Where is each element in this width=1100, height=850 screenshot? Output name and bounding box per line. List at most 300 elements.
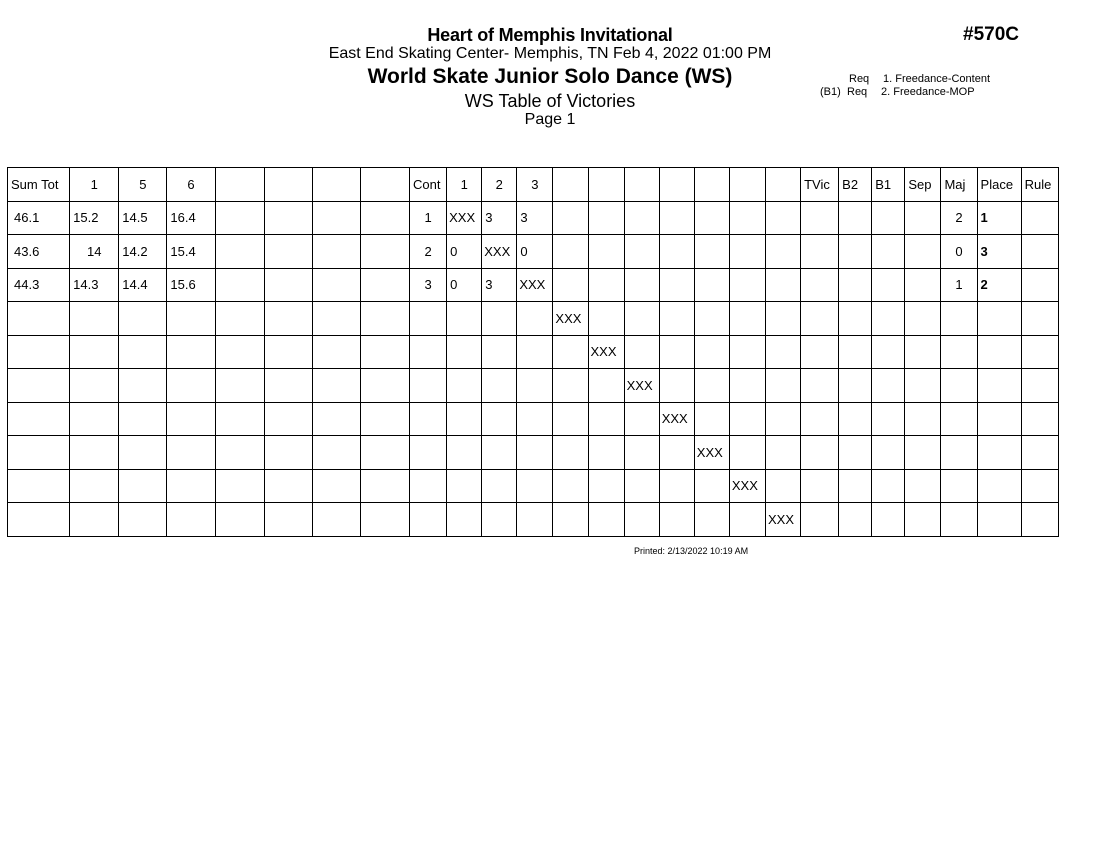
table-cell — [729, 402, 765, 436]
table-cell — [1021, 235, 1058, 269]
table-cell — [517, 503, 553, 537]
table-cell — [447, 503, 482, 537]
table-cell — [659, 436, 694, 470]
column-header: 6 — [167, 168, 215, 202]
column-header: Rule — [1021, 168, 1058, 202]
table-cell — [694, 268, 729, 302]
table-cell: 3 — [977, 235, 1021, 269]
table-cell — [215, 369, 264, 403]
table-cell: 0 — [941, 235, 977, 269]
table-cell — [8, 503, 70, 537]
table-cell — [517, 302, 553, 336]
table-cell — [8, 302, 70, 336]
table-cell — [977, 469, 1021, 503]
table-cell — [588, 201, 624, 235]
table-cell — [482, 369, 517, 403]
table-cell — [215, 268, 264, 302]
table-cell — [941, 436, 977, 470]
table-row — [8, 335, 1059, 369]
table-cell — [588, 402, 624, 436]
table-cell: 44.3 — [8, 268, 70, 302]
table-cell — [694, 302, 729, 336]
table-cell: XXX — [482, 235, 517, 269]
table-row — [8, 503, 1059, 537]
column-header: 2 — [482, 168, 517, 202]
table-cell — [872, 402, 905, 436]
table-cell — [517, 335, 553, 369]
table-cell: 2 — [977, 268, 1021, 302]
table-cell — [447, 469, 482, 503]
requirement-label: Req — [849, 73, 870, 85]
table-cell: 3 — [482, 201, 517, 235]
requirement-bracket: (B1) — [820, 86, 841, 98]
table-cell — [839, 302, 872, 336]
table-cell — [872, 436, 905, 470]
table-row — [8, 201, 1059, 235]
table-cell — [70, 302, 119, 336]
column-header: 5 — [119, 168, 167, 202]
table-row — [8, 268, 1059, 302]
table-cell — [801, 436, 839, 470]
table-cell — [905, 469, 941, 503]
table-cell — [1021, 469, 1058, 503]
table-cell — [312, 436, 360, 470]
table-cell — [905, 201, 941, 235]
table-cell — [977, 436, 1021, 470]
column-header — [694, 168, 729, 202]
column-header — [765, 168, 800, 202]
table-cell — [410, 469, 447, 503]
table-cell — [729, 436, 765, 470]
table-cell — [167, 369, 215, 403]
table-cell — [264, 268, 312, 302]
table-cell — [360, 503, 409, 537]
column-header — [624, 168, 659, 202]
table-cell — [70, 369, 119, 403]
table-cell — [765, 335, 800, 369]
table-cell — [694, 369, 729, 403]
table-cell: XXX — [517, 268, 553, 302]
table-cell — [977, 369, 1021, 403]
table-cell — [167, 402, 215, 436]
table-cell — [588, 268, 624, 302]
table-cell — [119, 503, 167, 537]
table-cell — [977, 402, 1021, 436]
table-cell — [905, 402, 941, 436]
table-cell: 16.4 — [167, 201, 215, 235]
table-cell — [624, 402, 659, 436]
table-cell: XXX — [659, 402, 694, 436]
table-cell: 2 — [410, 235, 447, 269]
table-cell — [659, 268, 694, 302]
table-cell — [624, 302, 659, 336]
column-header — [264, 168, 312, 202]
table-cell — [729, 268, 765, 302]
table-cell — [729, 235, 765, 269]
page-number: Page 1 — [524, 111, 576, 128]
table-cell — [360, 436, 409, 470]
table-cell — [553, 268, 588, 302]
table-cell — [872, 235, 905, 269]
column-header — [215, 168, 264, 202]
table-cell — [517, 469, 553, 503]
table-cell — [905, 503, 941, 537]
table-cell — [729, 335, 765, 369]
table-cell — [8, 436, 70, 470]
table-cell — [215, 402, 264, 436]
table-cell — [694, 235, 729, 269]
column-header — [553, 168, 588, 202]
event-name: World Skate Junior Solo Dance (WS) — [367, 65, 733, 88]
table-cell — [801, 469, 839, 503]
table-cell — [312, 335, 360, 369]
table-cell — [215, 235, 264, 269]
table-row — [8, 469, 1059, 503]
table-cell — [872, 369, 905, 403]
table-cell — [839, 335, 872, 369]
table-cell — [839, 402, 872, 436]
table-header-row — [8, 168, 1059, 202]
table-cell — [659, 469, 694, 503]
table-cell — [1021, 402, 1058, 436]
table-cell — [624, 235, 659, 269]
table-cell — [694, 201, 729, 235]
table-cell — [624, 335, 659, 369]
table-cell — [119, 335, 167, 369]
table-cell — [941, 302, 977, 336]
table-cell — [517, 369, 553, 403]
table-cell — [264, 402, 312, 436]
printed-timestamp: Printed: 2/13/2022 10:19 AM — [634, 546, 749, 556]
requirement-label: Req — [847, 86, 868, 98]
table-cell: XXX — [694, 436, 729, 470]
table-cell — [167, 436, 215, 470]
table-cell — [872, 335, 905, 369]
table-cell — [694, 503, 729, 537]
table-cell — [765, 201, 800, 235]
table-cell — [905, 302, 941, 336]
table-cell — [765, 402, 800, 436]
table-cell — [215, 201, 264, 235]
table-cell — [1021, 268, 1058, 302]
table-cell — [977, 335, 1021, 369]
requirement-text: 1. Freedance-Content — [883, 73, 991, 85]
table-cell — [765, 436, 800, 470]
table-cell — [801, 302, 839, 336]
table-cell — [312, 268, 360, 302]
table-cell — [941, 402, 977, 436]
table-cell — [801, 503, 839, 537]
table-cell — [312, 503, 360, 537]
table-cell — [839, 503, 872, 537]
table-cell — [167, 469, 215, 503]
table-cell — [482, 402, 517, 436]
table-cell — [553, 469, 588, 503]
table-cell — [215, 503, 264, 537]
column-header: TVic — [801, 168, 839, 202]
table-cell — [264, 201, 312, 235]
table-cell: 3 — [482, 268, 517, 302]
table-cell — [659, 335, 694, 369]
table-cell — [360, 268, 409, 302]
table-cell — [588, 436, 624, 470]
table-cell — [410, 436, 447, 470]
column-header: 3 — [517, 168, 553, 202]
table-cell — [659, 503, 694, 537]
table-cell — [482, 335, 517, 369]
table-cell: 15.2 — [70, 201, 119, 235]
table-cell: 14.2 — [119, 235, 167, 269]
table-cell — [801, 369, 839, 403]
table-cell — [264, 436, 312, 470]
table-cell — [264, 369, 312, 403]
table-cell: 2 — [941, 201, 977, 235]
table-cell — [801, 335, 839, 369]
table-cell — [553, 402, 588, 436]
table-cell — [410, 402, 447, 436]
table-cell — [659, 369, 694, 403]
table-cell — [312, 402, 360, 436]
column-header — [588, 168, 624, 202]
table-cell — [977, 302, 1021, 336]
table-cell — [624, 503, 659, 537]
table-cell — [553, 369, 588, 403]
table-cell: 1 — [941, 268, 977, 302]
table-cell — [872, 302, 905, 336]
column-header: Place — [977, 168, 1021, 202]
table-cell — [941, 469, 977, 503]
table-cell: XXX — [729, 469, 765, 503]
column-header: B2 — [839, 168, 872, 202]
table-cell: 1 — [410, 201, 447, 235]
table-cell — [70, 402, 119, 436]
table-cell: XXX — [624, 369, 659, 403]
table-cell — [8, 469, 70, 503]
table-cell: 14 — [70, 235, 119, 269]
table-cell: XXX — [553, 302, 588, 336]
table-row — [8, 235, 1059, 269]
table-cell — [1021, 201, 1058, 235]
table-cell: XXX — [765, 503, 800, 537]
table-row — [8, 369, 1059, 403]
table-cell — [694, 402, 729, 436]
table-cell — [624, 268, 659, 302]
table-cell — [360, 235, 409, 269]
table-cell: 43.6 — [8, 235, 70, 269]
column-header: B1 — [872, 168, 905, 202]
table-cell — [801, 235, 839, 269]
table-cell — [624, 469, 659, 503]
table-cell — [360, 335, 409, 369]
table-cell: 0 — [517, 235, 553, 269]
table-cell — [872, 503, 905, 537]
table-cell — [215, 469, 264, 503]
table-cell — [360, 402, 409, 436]
table-cell — [70, 503, 119, 537]
table-cell — [1021, 436, 1058, 470]
table-cell — [312, 201, 360, 235]
table-cell — [482, 503, 517, 537]
table-cell — [553, 503, 588, 537]
table-cell — [839, 469, 872, 503]
table-cell: 14.5 — [119, 201, 167, 235]
table-cell — [872, 201, 905, 235]
table-cell — [70, 335, 119, 369]
table-cell — [839, 268, 872, 302]
table-cell — [839, 235, 872, 269]
table-cell — [119, 469, 167, 503]
table-cell — [119, 436, 167, 470]
table-cell — [264, 235, 312, 269]
table-cell — [659, 302, 694, 336]
table-cell — [905, 235, 941, 269]
table-cell — [312, 369, 360, 403]
table-cell — [482, 436, 517, 470]
table-cell: XXX — [588, 335, 624, 369]
column-header — [729, 168, 765, 202]
table-cell — [941, 369, 977, 403]
table-cell — [839, 201, 872, 235]
column-header — [659, 168, 694, 202]
table-cell — [215, 335, 264, 369]
table-cell — [694, 335, 729, 369]
table-cell: 0 — [447, 268, 482, 302]
table-row — [8, 436, 1059, 470]
table-cell — [872, 268, 905, 302]
table-cell — [8, 402, 70, 436]
table-cell — [447, 335, 482, 369]
table-cell — [659, 235, 694, 269]
table-cell — [729, 302, 765, 336]
table-cell — [905, 268, 941, 302]
table-cell — [517, 436, 553, 470]
table-cell — [312, 302, 360, 336]
table-cell — [1021, 369, 1058, 403]
table-cell — [410, 503, 447, 537]
table-cell — [765, 302, 800, 336]
table-cell — [264, 469, 312, 503]
table-cell — [360, 201, 409, 235]
table-cell — [447, 369, 482, 403]
column-header: 1 — [70, 168, 119, 202]
requirement-text: 2. Freedance-MOP — [881, 86, 975, 98]
table-row — [8, 302, 1059, 336]
table-cell — [8, 335, 70, 369]
table-cell — [977, 503, 1021, 537]
table-cell — [447, 302, 482, 336]
table-cell — [264, 335, 312, 369]
table-cell — [553, 201, 588, 235]
table-cell — [167, 302, 215, 336]
table-cell — [588, 302, 624, 336]
report-subtitle: WS Table of Victories — [464, 91, 636, 111]
table-cell — [264, 302, 312, 336]
column-header: Sep — [905, 168, 941, 202]
table-cell — [765, 235, 800, 269]
table-cell — [360, 302, 409, 336]
table-cell: 14.3 — [70, 268, 119, 302]
table-cell — [765, 469, 800, 503]
table-cell — [553, 436, 588, 470]
table-cell — [839, 369, 872, 403]
table-cell — [215, 302, 264, 336]
table-cell — [941, 335, 977, 369]
table-row — [8, 402, 1059, 436]
table-cell — [1021, 302, 1058, 336]
requirement-line — [849, 74, 990, 85]
table-cell — [167, 335, 215, 369]
table-cell — [410, 302, 447, 336]
table-cell — [694, 469, 729, 503]
table-cell — [905, 335, 941, 369]
table-cell: 14.4 — [119, 268, 167, 302]
table-cell — [312, 235, 360, 269]
column-header: 1 — [447, 168, 482, 202]
table-cell — [553, 235, 588, 269]
table-cell — [905, 436, 941, 470]
table-cell: XXX — [447, 201, 482, 235]
table-cell — [360, 469, 409, 503]
table-cell — [1021, 335, 1058, 369]
table-cell — [410, 369, 447, 403]
table-cell — [801, 402, 839, 436]
table-cell — [1021, 503, 1058, 537]
column-header — [312, 168, 360, 202]
table-cell — [482, 302, 517, 336]
victories-table — [7, 167, 1059, 537]
table-cell — [517, 402, 553, 436]
table-cell — [215, 436, 264, 470]
table-cell — [765, 268, 800, 302]
table-cell — [447, 402, 482, 436]
table-cell — [801, 268, 839, 302]
table-cell — [659, 201, 694, 235]
table-cell — [482, 469, 517, 503]
table-cell — [119, 302, 167, 336]
table-cell — [588, 469, 624, 503]
table-cell — [553, 335, 588, 369]
table-cell — [839, 436, 872, 470]
table-cell — [588, 369, 624, 403]
table-cell — [264, 503, 312, 537]
table-cell — [588, 503, 624, 537]
table-cell — [765, 369, 800, 403]
table-cell — [360, 369, 409, 403]
table-cell: 0 — [447, 235, 482, 269]
table-cell: 3 — [517, 201, 553, 235]
table-cell: 46.1 — [8, 201, 70, 235]
table-cell — [119, 369, 167, 403]
table-cell — [729, 503, 765, 537]
table-cell — [167, 503, 215, 537]
table-cell: 15.6 — [167, 268, 215, 302]
venue-line: East End Skating Center- Memphis, TN Feb 4, 2022 01:00 PM — [328, 45, 772, 62]
table-cell — [905, 369, 941, 403]
table-cell — [941, 503, 977, 537]
table-cell — [410, 335, 447, 369]
table-cell — [624, 201, 659, 235]
table-cell — [872, 469, 905, 503]
table-cell — [729, 369, 765, 403]
table-cell — [119, 402, 167, 436]
column-header — [360, 168, 409, 202]
table-cell — [447, 436, 482, 470]
column-header: Cont — [410, 168, 447, 202]
table-cell — [588, 235, 624, 269]
report-title: Heart of Memphis Invitational — [427, 25, 673, 45]
column-header: Sum Tot — [8, 168, 70, 202]
table-cell: 3 — [410, 268, 447, 302]
